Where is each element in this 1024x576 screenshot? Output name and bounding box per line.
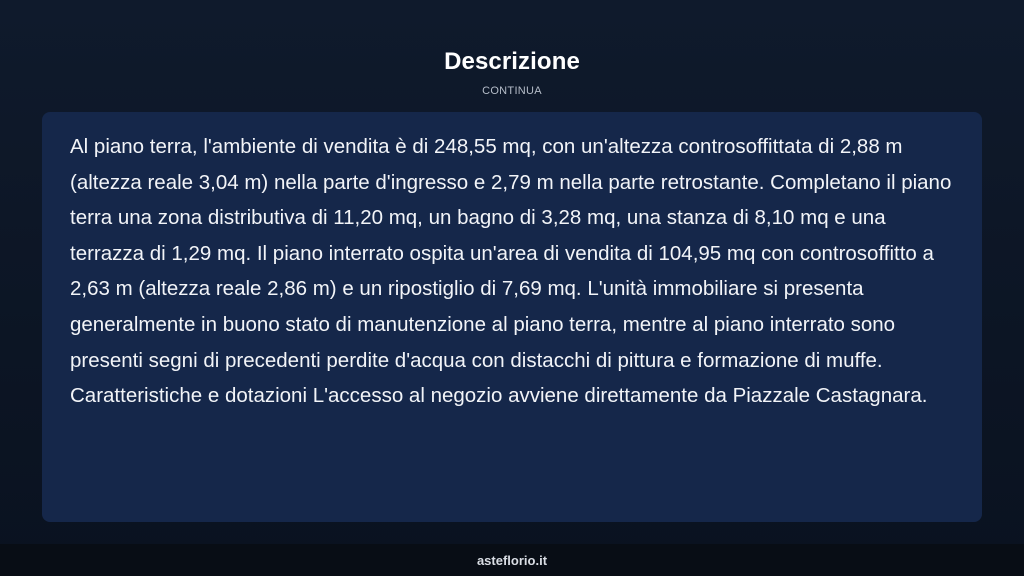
header [0, 48, 1024, 97]
footer-brand: asteflorio.it [476, 552, 548, 568]
description-card [42, 112, 982, 522]
footer-bar [0, 544, 1024, 576]
description-text: Al piano terra, l'ambiente di vendita è di 248,55 mq, con un'altezza controsoffittata di 2,88 m (altezza reale 3,04 m) nella parte d'ingresso e 2,79 m nella parte retrostante. Completano il piano terra una zona distributiva di 11,20 mq, un bagno di 3,28 mq, una stanza di 8,10 mq e una terrazza di 1,29 mq. Il piano interrato ospita un'area di vendita di 104,95 mq con controsoffitto a 2,63 m (altezza reale 2,86 m) e un ripostiglio di 7,69 mq. L'unità immobiliare si presenta generalmente in buono stato di manutenzione al piano terra, mentre al piano interrato sono presenti segni di precedenti perdite d'acqua con distacchi di pittura e formazione di muffe. Caratteristiche e dotazioni L'accesso al negozio avviene direttamente da Piazzale Castagnara. [70, 135, 952, 408]
page-title: Descrizione [444, 48, 580, 75]
page-subtitle: CONTINUA [482, 85, 542, 97]
